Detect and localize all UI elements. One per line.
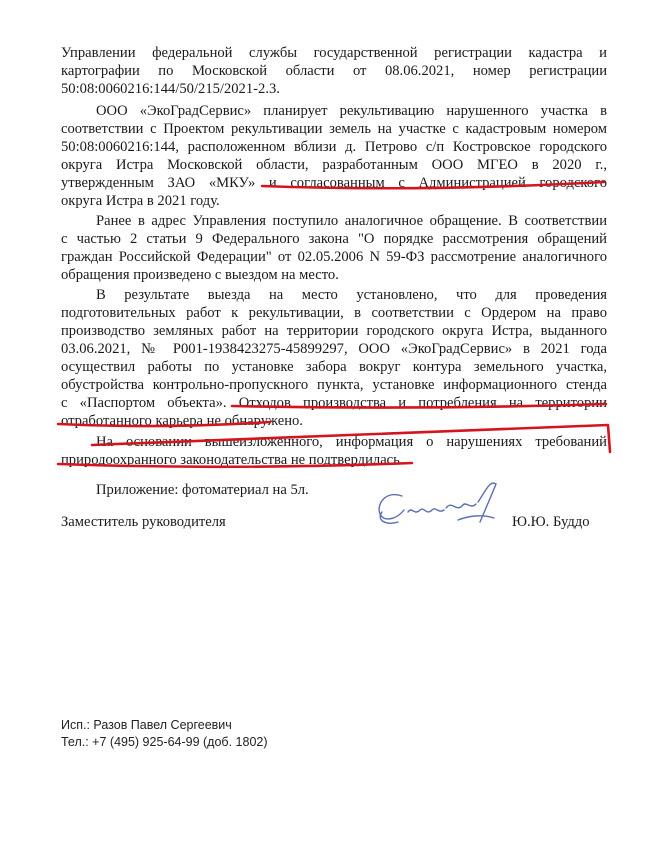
- text-line: отработанного карьера не обнаружено.: [61, 413, 303, 429]
- attachment-note: Приложение: фотоматериал на 5л.: [96, 482, 309, 498]
- text-line: Управлении федеральной службы государственной регистрации кадастра и: [61, 45, 607, 61]
- text-line: производство земляных работ на территории городского округа Истра, выданного: [61, 323, 607, 339]
- text-line: картографии по Московской области от 08.06.2021, номер регистрации: [61, 63, 607, 79]
- text-line: граждан Российской Федерации" от 02.05.2006 N 59-ФЗ рассмотрение аналогичного: [61, 249, 607, 265]
- handwritten-signature: [379, 483, 496, 523]
- text-line: с частью 2 статьи 9 Федерального закона "О порядке рассмотрения обращений: [61, 231, 607, 247]
- text-line: округа Истра Московской области, разработанным ООО МГЕО в 2020 г.,: [61, 157, 607, 173]
- executor-name: Исп.: Разов Павел Сергеевич: [61, 718, 232, 732]
- text-line: подготовительных работ к рекультивации, в соответствии с Ордером на право: [61, 305, 607, 321]
- text-line: округа Истра в 2021 году.: [61, 193, 220, 209]
- text-line: ООО «ЭкоГрадСервис» планирует рекультивацию нарушенного участка в: [96, 103, 607, 119]
- text-line: 50:08:0060216:144, расположенном вблизи д. Петрово с/п Костровское городского: [61, 139, 607, 155]
- text-line: соответствии с Проектом рекультивации земель на участке с кадастровым номером: [61, 121, 607, 137]
- executor-phone: Тел.: +7 (495) 925-64-99 (доб. 1802): [61, 735, 268, 749]
- text-line: На основании вышеизложенного, информация о нарушениях требований: [96, 434, 607, 450]
- text-line: обращения произведено с выездом на место.: [61, 267, 339, 283]
- text-line: 50:08:0060216:144/50/215/2021-2.3.: [61, 81, 280, 97]
- text-line: В результате выезда на место установлено, что для проведения: [96, 287, 607, 303]
- signer-name: Ю.Ю. Буддо: [512, 514, 590, 530]
- text-line: природоохранного законодательства не подтвердилась.: [61, 452, 404, 468]
- text-line: обустройства контрольно-пропускного пункта, установке информационного стенда: [61, 377, 607, 393]
- text-line: 03.06.2021, № Р001-1938423275-45899297, ООО «ЭкоГрадСервис» в 2021 года: [61, 341, 607, 357]
- text-line: осуществил работы по установке забора вокруг контура земельного участка,: [61, 359, 607, 375]
- text-line: Ранее в адрес Управления поступило аналогичное обращение. В соответствии: [96, 213, 607, 229]
- text-line: с «Паспортом объекта». Отходов производства и потребления на территории: [61, 395, 607, 411]
- signer-title: Заместитель руководителя: [61, 514, 226, 530]
- text-line: утвержденным ЗАО «МКУ» и согласованным с Администрацией городского: [61, 175, 607, 191]
